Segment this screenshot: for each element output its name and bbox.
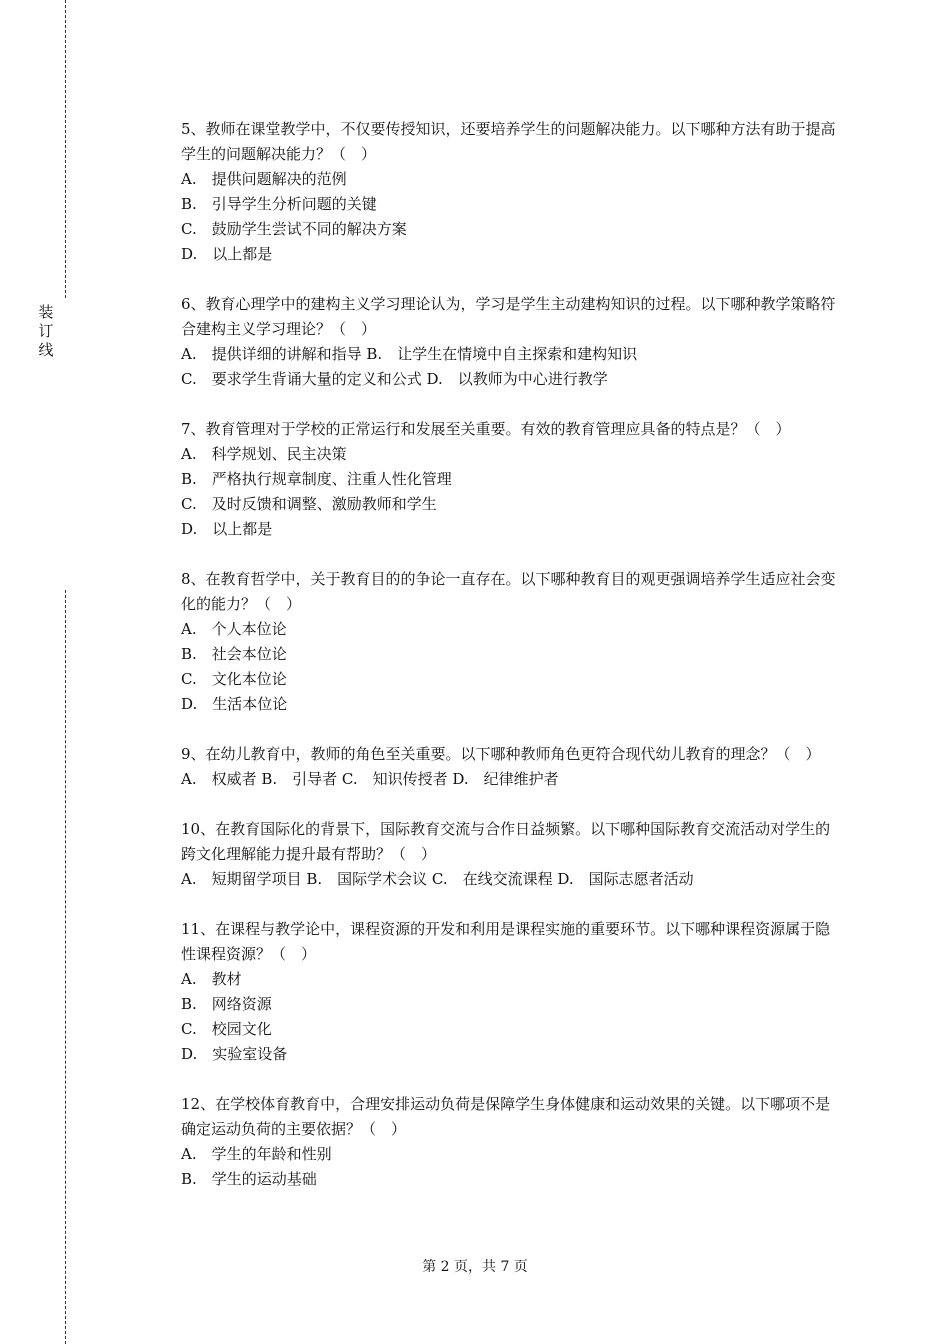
binding-label: [34, 303, 58, 360]
option-row-cd: C. 要求学生背诵大量的定义和公式 D. 以教师为中心进行教学: [181, 370, 608, 388]
option-a: A. 科学规划、民主决策: [181, 445, 347, 463]
option-b: B. 引导学生分析问题的关键: [181, 195, 377, 213]
question-list: [181, 117, 841, 1217]
question-6: [181, 292, 841, 392]
binding-line-bottom: [65, 590, 66, 1344]
question-11: [181, 917, 841, 1067]
question-7: [181, 417, 841, 542]
option-b: B. 学生的运动基础: [181, 1170, 317, 1188]
option-d: D. 以上都是: [181, 520, 273, 538]
option-row-ab: A. 提供详细的讲解和指导 B. 让学生在情境中自主探索和建构知识: [181, 345, 638, 363]
option-a: A. 教材: [181, 970, 242, 988]
question-9: [181, 742, 841, 792]
option-row-abcd: A. 短期留学项目 B. 国际学术会议 C. 在线交流课程 D. 国际志愿者活动: [181, 870, 694, 888]
question-text: 11、在课程与教学论中，课程资源的开发和利用是课程实施的重要环节。以下哪种课程资源属于隐性课程资源？（ ）: [181, 920, 831, 963]
option-a: A. 个人本位论: [181, 620, 287, 638]
option-c: C. 及时反馈和调整、激励教师和学生: [181, 495, 437, 513]
option-b: B. 社会本位论: [181, 645, 287, 663]
binding-line-top: [65, 0, 66, 298]
question-text: 12、在学校体育教育中，合理安排运动负荷是保障学生身体健康和运动效果的关键。以下哪项不是确定运动负荷的主要依据？（ ）: [181, 1095, 831, 1138]
option-b: B. 严格执行规章制度、注重人性化管理: [181, 470, 452, 488]
option-row-abcd: A. 权威者 B. 引导者 C. 知识传授者 D. 纪律维护者: [181, 770, 559, 788]
option-a: A. 提供问题解决的范例: [181, 170, 347, 188]
question-8: [181, 567, 841, 717]
question-text: 10、在教育国际化的背景下，国际教育交流与合作日益频繁。以下哪种国际教育交流活动对学生的跨文化理解能力提升最有帮助？（ ）: [181, 820, 831, 863]
option-b: B. 网络资源: [181, 995, 272, 1013]
question-text: 6、教育心理学中的建构主义学习理论认为，学习是学生主动建构知识的过程。以下哪种教学策略符合建构主义学习理论？（ ）: [181, 295, 836, 338]
question-text: 9、在幼儿教育中，教师的角色至关重要。以下哪种教师角色更符合现代幼儿教育的理念？（ ）: [181, 745, 821, 763]
question-12: [181, 1092, 841, 1192]
question-text: 7、教育管理对于学校的正常运行和发展至关重要。有效的教育管理应具备的特点是？（ ）: [181, 420, 791, 438]
option-c: C. 文化本位论: [181, 670, 287, 688]
question-text: 5、教师在课堂教学中，不仅要传授知识，还要培养学生的问题解决能力。以下哪种方法有助于提高学生的问题解决能力？（ ）: [181, 120, 836, 163]
option-a: A. 学生的年龄和性别: [181, 1145, 332, 1163]
page-footer: 第 2 页，共 7 页: [422, 1259, 528, 1275]
option-c: C. 校园文化: [181, 1020, 272, 1038]
option-d: D. 实验室设备: [181, 1045, 288, 1063]
option-d: D. 生活本位论: [181, 695, 288, 713]
question-text: 8、在教育哲学中，关于教育目的的争论一直存在。以下哪种教育目的观更强调培养学生适应社会变化的能力？（ ）: [181, 570, 836, 613]
question-5: [181, 117, 841, 267]
binding-char: 装: [38, 303, 54, 321]
question-10: [181, 817, 841, 892]
option-c: C. 鼓励学生尝试不同的解决方案: [181, 220, 407, 238]
binding-char: 线: [38, 341, 54, 359]
option-d: D. 以上都是: [181, 245, 273, 263]
binding-char: 订: [38, 322, 54, 340]
